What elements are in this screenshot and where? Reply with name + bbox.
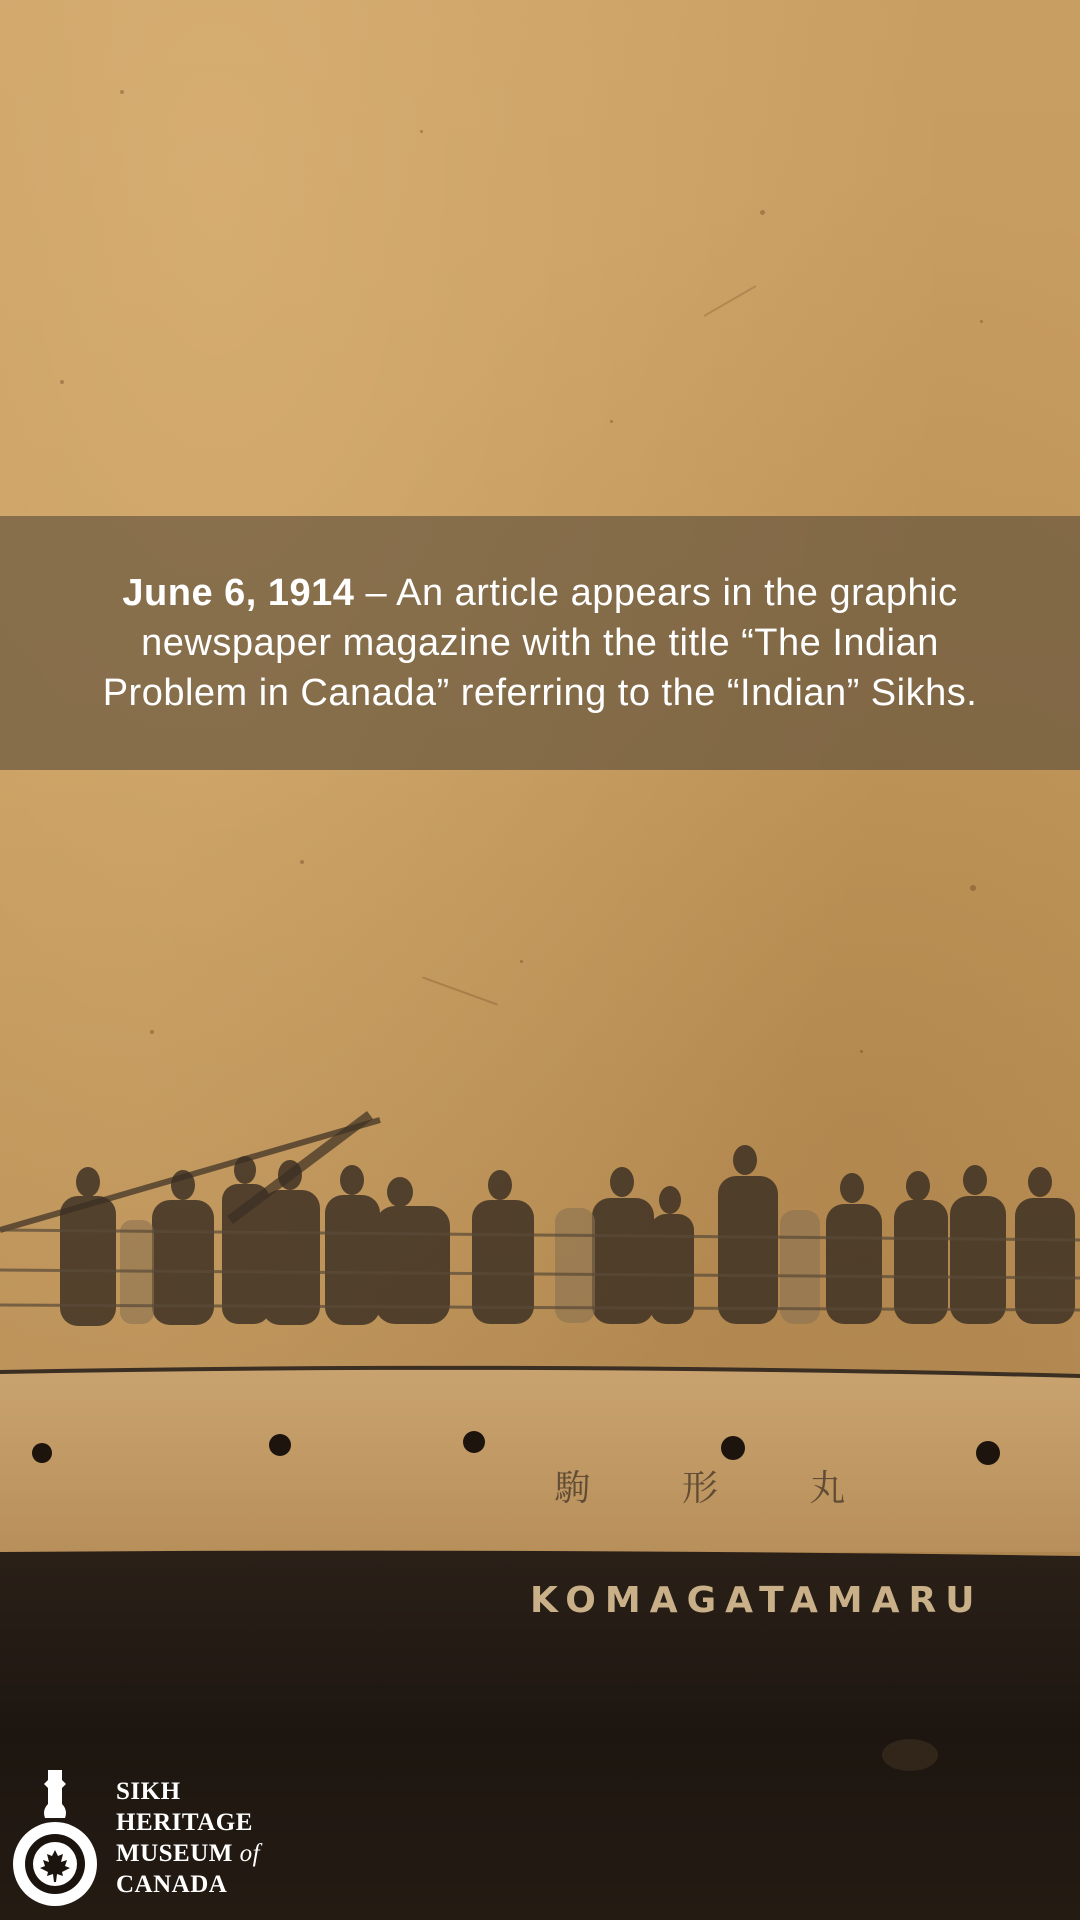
org-museum: MUSEUM <box>116 1840 233 1867</box>
org-line-2: HERITAGE <box>116 1809 253 1836</box>
org-line-3 <box>116 1838 260 1869</box>
caption-date: June 6, 1914 <box>122 572 355 614</box>
museum-logo <box>10 1768 100 1908</box>
caption-band <box>0 516 1080 770</box>
organization-name <box>116 1776 260 1900</box>
caption <box>90 568 990 718</box>
org-line-1: SIKH <box>116 1778 181 1805</box>
caption-text: – An article appears in the graphic newspaper magazine with the title “The Indian Problem in Canada” referring to the “Indian” Sikhs. <box>102 572 978 714</box>
ship-kanji: 駒 形 丸 <box>554 1468 886 1509</box>
org-of: of <box>239 1840 261 1867</box>
org-line-4: CANADA <box>116 1871 228 1898</box>
hull-lettering: KOMAGATAMARU <box>530 1580 984 1621</box>
